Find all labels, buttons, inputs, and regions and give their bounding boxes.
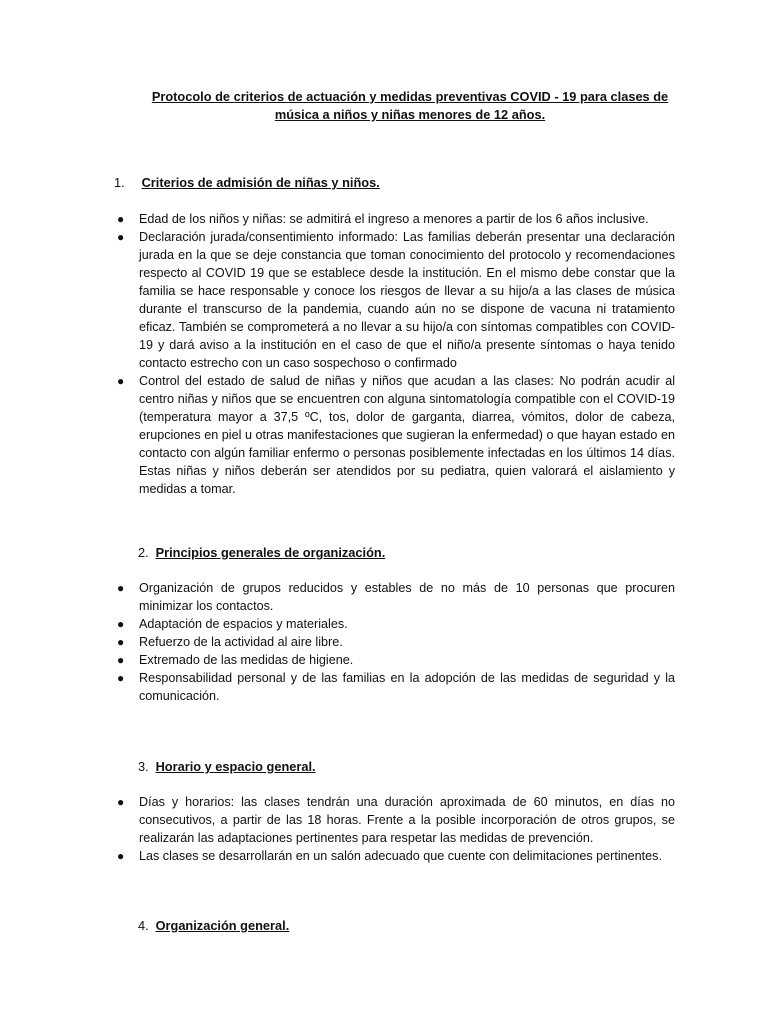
bullet-icon: ● (117, 653, 125, 667)
bullet-icon: ● (117, 581, 125, 595)
list-item-text: Declaración jurada/consentimiento informado: Las familias deberán presentar una declaración jurada en la que se deje constancia que toman conocimiento del protocolo y recomendaciones respecto al COVID 19 que se establece desde la institución. En el mismo debe constar que la familia se hace responsable y conoce los riesgos de llevar a su hijo/a a las clases de música durante el transcurso de la pandemia, cuando aún no se dispone de vacuna ni tratamiento eficaz. También se comprometerá a no llevar a su hijo/a con síntomas compatibles con COVID-19 y dará aviso a la institución en el caso de que el niño/a presente síntomas o haya tenido contacto estrecho con un caso sospechoso o confirmado (139, 230, 675, 370)
list-item (110, 210, 675, 228)
list-item (110, 793, 675, 847)
section-title: Organización general. (155, 918, 290, 933)
section-3-heading (138, 758, 316, 776)
list-item (110, 669, 675, 705)
section-2-heading (138, 544, 385, 562)
list-item-text: Control del estado de salud de niñas y niños que acudan a las clases: No podrán acudir al centro niñas y niños que se encuentren con alguna sintomatología compatible con el COVID-19 (temperatura mayor a 37,5 ºC, tos, dolor de garganta, diarrea, vómitos, dolor de cabeza, erupciones en piel u otras manifestaciones que sugieran la enfermedad) o que hayan estado en contacto con algún familiar enfermo o personas posiblemente infectadas en los últimos 14 días. Estas niñas y niños deberán ser atendidos por su pediatra, quien valorará el aislamiento y medidas a tomar. (139, 374, 675, 496)
list-item (110, 579, 675, 615)
list-item-text: Edad de los niños y niñas: se admitirá el ingreso a menores a partir de los 6 años inclusive. (139, 212, 649, 226)
document-title (120, 88, 700, 124)
list-item-text: Extremado de las medidas de higiene. (139, 653, 354, 667)
bullet-icon: ● (117, 212, 125, 226)
section-number: 2. (138, 545, 149, 560)
section-number: 1. (114, 175, 125, 190)
list-item-text: Responsabilidad personal y de las familias en la adopción de las medidas de seguridad y la comunicación. (139, 671, 675, 703)
section-title: Horario y espacio general. (155, 759, 316, 774)
section-number: 3. (138, 759, 149, 774)
list-item (110, 633, 675, 651)
list-item (110, 228, 675, 372)
title-line-1: Protocolo de criterios de actuación y medidas preventivas COVID - 19 para clases de (151, 89, 669, 104)
list-item (110, 651, 675, 669)
list-item (110, 615, 675, 633)
section-2-list (110, 579, 675, 705)
list-item-text: Adaptación de espacios y materiales. (139, 617, 348, 631)
title-line-2: música a niños y niñas menores de 12 años. (274, 107, 546, 122)
section-1-list (110, 210, 675, 498)
list-item (110, 372, 675, 498)
list-item-text: Días y horarios: las clases tendrán una duración aproximada de 60 minutos, en días no consecutivos, a partir de las 18 horas. Frente a la posible incorporación de otros grupos, se realizarán las adaptaciones pertinentes para respetar las medidas de prevención. (139, 795, 675, 845)
section-number: 4. (138, 918, 149, 933)
section-title: Criterios de admisión de niñas y niños. (141, 175, 380, 190)
bullet-icon: ● (117, 374, 125, 388)
bullet-icon: ● (117, 849, 125, 863)
bullet-icon: ● (117, 671, 125, 685)
section-4-heading (138, 917, 289, 935)
list-item (110, 847, 675, 865)
bullet-icon: ● (117, 617, 125, 631)
list-item-text: Refuerzo de la actividad al aire libre. (139, 635, 343, 649)
list-item-text: Organización de grupos reducidos y estables de no más de 10 personas que procuren minimizar los contactos. (139, 581, 675, 613)
bullet-icon: ● (117, 230, 125, 244)
section-1-heading (114, 174, 380, 192)
section-3-list (110, 793, 675, 865)
section-title: Principios generales de organización. (155, 545, 386, 560)
bullet-icon: ● (117, 795, 125, 809)
bullet-icon: ● (117, 635, 125, 649)
list-item-text: Las clases se desarrollarán en un salón adecuado que cuente con delimitaciones pertinentes. (139, 849, 662, 863)
